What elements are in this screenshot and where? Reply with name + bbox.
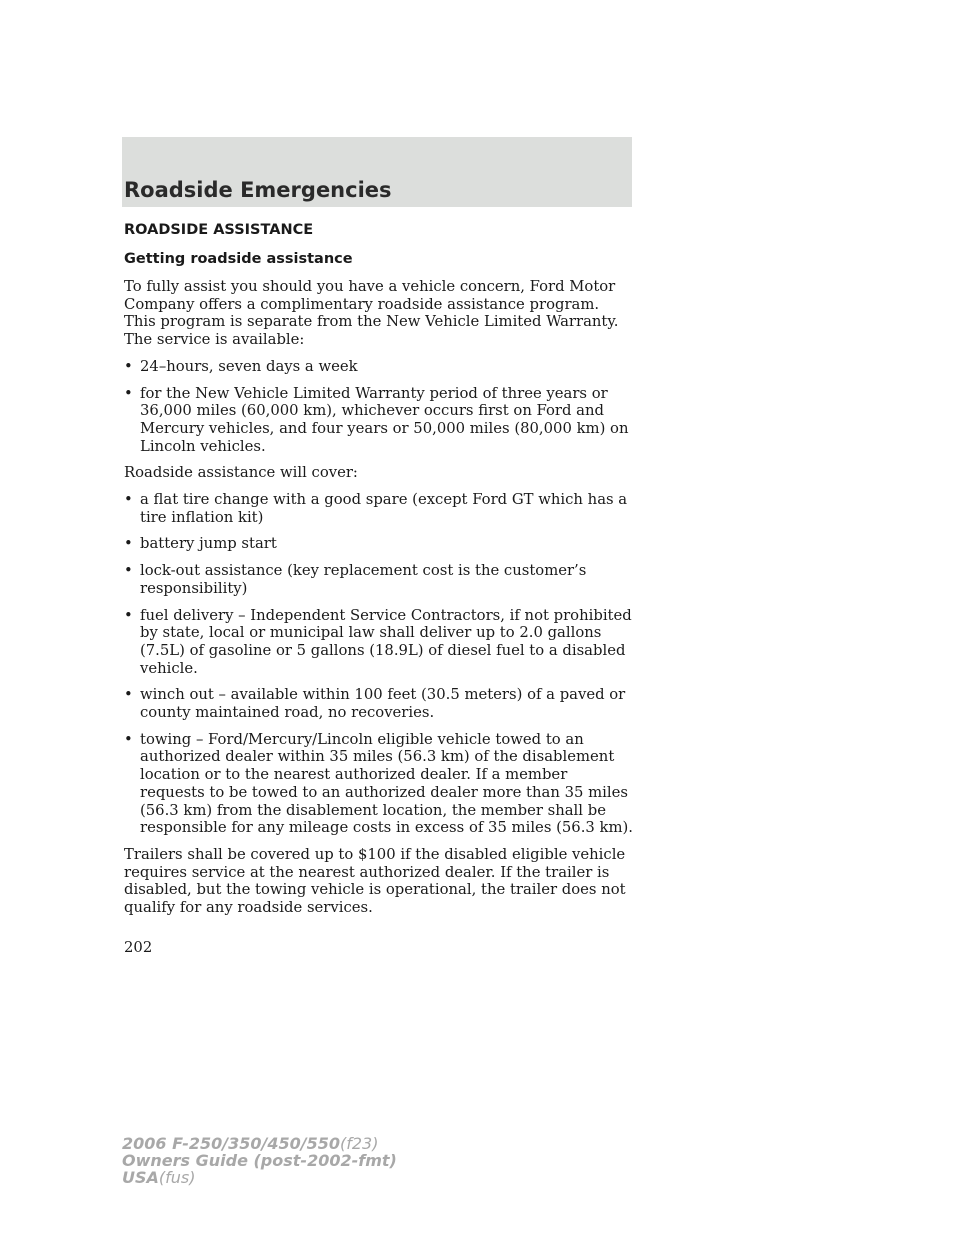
footer-line-market bbox=[122, 1169, 397, 1186]
bullet-icon: • bbox=[124, 535, 133, 553]
list-item bbox=[124, 535, 634, 553]
intro-paragraph: To fully assist you should you have a vehicle concern, Ford Motor Company offers a complimentary roadside assistance program. This program is separate from the New Vehicle Limited Warranty. The service is available: bbox=[124, 278, 619, 349]
list-item-text: for the New Vehicle Limited Warranty period of three years or 36,000 miles (60,000 km), whichever occurs first on Ford and Mercury vehicles, and four years or 50,000 miles (80,000 km) on Lincoln vehicles. bbox=[140, 384, 629, 455]
list-item-text: 24–hours, seven days a week bbox=[140, 357, 358, 375]
bullet-icon: • bbox=[124, 384, 133, 402]
list-item-text: battery jump start bbox=[140, 535, 277, 553]
list-item bbox=[124, 731, 634, 837]
bullet-icon: • bbox=[124, 491, 133, 509]
list-item bbox=[124, 686, 634, 721]
footer-guide: Owners Guide (post-2002-fmt) bbox=[122, 1151, 397, 1170]
document-footer bbox=[122, 1135, 397, 1186]
footer-market-code: (fus) bbox=[158, 1168, 196, 1187]
list-item-text: towing – Ford/Mercury/Lincoln eligible vehicle towed to an authorized dealer within 35 miles (56.3 km) of the disablement location or to the nearest authorized dealer. If a member requests to be towed to an authorized dealer more than 35 miles (56.3 km) from the disablement location, the member shall be responsible for any mileage costs in excess of 35 miles (56.3 km). bbox=[140, 730, 634, 837]
list-item bbox=[124, 491, 634, 526]
footer-model-code: (f23) bbox=[340, 1134, 379, 1153]
bullet-icon: • bbox=[124, 606, 133, 624]
bullet-icon: • bbox=[124, 730, 133, 748]
sub-heading: Getting roadside assistance bbox=[124, 251, 353, 267]
page-content bbox=[124, 221, 634, 926]
availability-list bbox=[124, 358, 634, 456]
list-item bbox=[124, 385, 634, 456]
list-item-text: lock-out assistance (key replacement cost is the customer’s responsibility) bbox=[140, 562, 587, 597]
bullet-icon: • bbox=[124, 357, 133, 375]
footer-market: USA bbox=[122, 1168, 159, 1187]
footer-line-model bbox=[122, 1135, 397, 1152]
footer-line-guide bbox=[122, 1152, 397, 1169]
bullet-icon: • bbox=[124, 686, 133, 704]
section-title: Roadside Emergencies bbox=[124, 178, 392, 202]
list-item bbox=[124, 607, 634, 678]
coverage-intro: Roadside assistance will cover: bbox=[124, 464, 358, 482]
page-number: 202 bbox=[124, 939, 153, 956]
list-item-text: winch out – available within 100 feet (30.5 meters) of a paved or county maintained road, no recoveries. bbox=[140, 686, 626, 722]
section-heading: ROADSIDE ASSISTANCE bbox=[124, 222, 314, 238]
footer-model: 2006 F-250/350/450/550 bbox=[122, 1134, 340, 1153]
coverage-list bbox=[124, 491, 634, 837]
list-item bbox=[124, 358, 634, 376]
bullet-icon: • bbox=[124, 562, 133, 580]
section-header-band bbox=[122, 137, 632, 207]
trailers-paragraph: Trailers shall be covered up to $100 if the disabled eligible vehicle requires service at the nearest authorized dealer. If the trailer is disabled, but the towing vehicle is operational, the trailer does not qualify for any roadside services. bbox=[124, 845, 626, 917]
list-item-text: a flat tire change with a good spare (except Ford GT which has a tire inflation kit) bbox=[140, 491, 628, 526]
list-item bbox=[124, 562, 634, 597]
list-item-text: fuel delivery – Independent Service Contractors, if not prohibited by state, local or municipal law shall deliver up to 2.0 gallons (7.5L) of gasoline or 5 gallons (18.9L) of diesel fuel to a disabled vehicle. bbox=[140, 606, 632, 677]
